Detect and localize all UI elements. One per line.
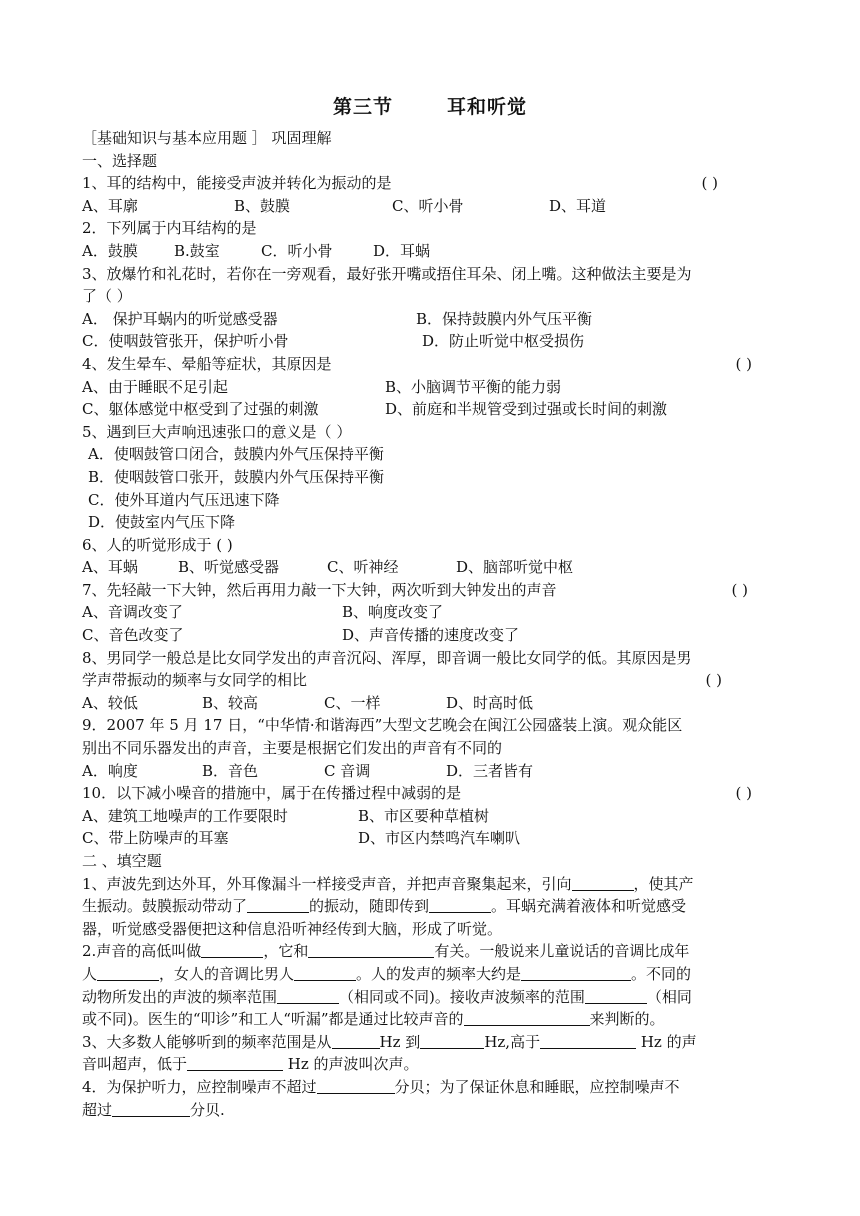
question-5: 5、遇到巨大声响迅速张口的意义是（ ） — [82, 422, 352, 441]
question-4-options-row2 — [82, 398, 782, 421]
answer-blank[interactable] — [572, 874, 634, 891]
option-c: C、听神经 — [327, 558, 399, 577]
option-c: C、一样 — [324, 693, 381, 712]
answer-paren: ( ) — [701, 174, 718, 193]
title-topic: 耳和听觉 — [447, 96, 528, 118]
option-b: B、较高 — [202, 693, 259, 712]
question-2: 2．下列属于内耳结构的是 — [82, 219, 257, 238]
question-10-options-row1 — [82, 805, 782, 828]
fill-text: 4．为保护听力，应控制噪声不超过 — [82, 1077, 317, 1096]
question-stem: 4、发生晕车、晕船等症状，其原因是 — [82, 354, 332, 373]
fill-text: 或不同)。医生的“叩诊”和工人“听漏”都是通过比较声音的 — [82, 1010, 464, 1029]
fill-3-line2 — [82, 1053, 782, 1076]
fill-text: 。耳蜗充满着液体和听觉感受 — [491, 897, 687, 916]
fill-2-line2 — [82, 963, 782, 986]
question-7-options-row1 — [82, 601, 782, 624]
question-8: 8、男同学一般总是比女同学发出的声音沉闷、浑厚，即音调一般比女同学的低。其原因是男 — [82, 648, 692, 667]
question-1 — [82, 172, 782, 195]
fill-text: 分贝；为了保证休息和睡眠，应控制噪声不 — [394, 1077, 680, 1096]
answer-paren: ( ) — [735, 354, 752, 373]
option-d: D、声音传播的速度改变了 — [342, 626, 520, 645]
option-d: D、时高时低 — [446, 693, 534, 712]
option-b: B．保持鼓膜内外气压平衡 — [416, 309, 593, 328]
option-b: B．音色 — [202, 761, 259, 780]
option-a: A、由于睡眠不足引起 — [82, 377, 228, 396]
option-b: B、响度改变了 — [342, 603, 444, 622]
answer-blank[interactable] — [317, 1077, 395, 1094]
fill-1-line3: 器，听觉感受器便把这种信息沿听神经传到大脑，形成了听觉。 — [82, 919, 503, 938]
option-d: D、前庭和半规管受到过强或长时间的刺激 — [385, 400, 668, 419]
fill-text: 来判断的。 — [589, 1010, 665, 1029]
fill-4-line2 — [82, 1099, 782, 1122]
fill-text: 3、大多数人能够听到的频率范围是从 — [82, 1032, 332, 1051]
option-a: A．使咽鼓管口闭合，鼓膜内外气压保持平衡 — [88, 445, 384, 464]
fill-text: Hz 的声 — [636, 1032, 697, 1051]
answer-blank[interactable] — [97, 964, 159, 981]
fill-text: （相同 — [646, 987, 692, 1006]
option-a: A． 保护耳蜗内的听觉感受器 — [82, 309, 278, 328]
answer-blank[interactable] — [332, 1032, 380, 1049]
option-c: C 音调 — [324, 761, 371, 780]
fill-text: 超过 — [82, 1100, 113, 1119]
answer-blank[interactable] — [187, 1054, 283, 1071]
option-a: A．响度 — [82, 761, 138, 780]
worksheet-content — [82, 127, 782, 1121]
question-6: 6、人的听觉形成于 ( ) — [82, 535, 233, 554]
option-d: D、耳道 — [549, 196, 607, 215]
option-d: D、市区内禁鸣汽车喇叭 — [358, 829, 521, 848]
question-4-options-row1 — [82, 376, 782, 399]
question-stem: 学声带振动的频率与女同学的相比 — [82, 671, 308, 690]
question-3-cont: 了（ ） — [82, 287, 132, 306]
option-c: C、听小骨 — [392, 196, 464, 215]
answer-blank[interactable] — [464, 1009, 590, 1026]
question-stem: 10．以下减小噪音的措施中，属于在传播过程中减弱的是 — [82, 784, 462, 803]
option-b: B．使咽鼓管口张开，鼓膜内外气压保持平衡 — [88, 467, 385, 486]
option-d: D．耳蜗 — [373, 241, 431, 260]
question-4 — [82, 353, 782, 376]
fill-text: 分贝. — [190, 1100, 225, 1119]
fill-3-line1 — [82, 1031, 782, 1054]
answer-paren: ( ) — [705, 671, 722, 690]
fill-text: 动物所发出的声波的频率范围 — [82, 987, 278, 1006]
question-9: 9．2007 年 5 月 17 日，“中华情·和谐海西”大型文艺晚会在闽江公园盛装上演。观众能区 — [82, 716, 683, 735]
answer-blank[interactable] — [247, 896, 309, 913]
option-a: A、耳蜗 — [82, 558, 138, 577]
option-a: A、较低 — [82, 693, 138, 712]
option-d: D．三者皆有 — [446, 761, 534, 780]
fill-text: Hz 的声波叫次声。 — [283, 1055, 419, 1074]
option-d: D、脑部听觉中枢 — [456, 558, 574, 577]
option-b: B.鼓室 — [174, 241, 220, 260]
answer-blank[interactable] — [585, 987, 647, 1004]
fill-text: 人 — [82, 964, 98, 983]
answer-blank[interactable] — [521, 964, 631, 981]
answer-blank[interactable] — [112, 1100, 190, 1117]
answer-blank[interactable] — [308, 941, 434, 958]
question-10-options-row2 — [82, 827, 782, 850]
answer-paren: ( ) — [735, 784, 752, 803]
fill-text: （相同或不同)。接收声波频率的范围 — [339, 987, 585, 1006]
option-b: B、市区要种草植树 — [358, 806, 490, 825]
option-a: A、音调改变了 — [82, 603, 183, 622]
option-d: D．使鼓室内气压下降 — [88, 513, 236, 532]
question-7-options-row2 — [82, 624, 782, 647]
option-c: C．使外耳道内气压迅速下降 — [88, 490, 280, 509]
question-3-options-row2 — [82, 330, 782, 353]
fill-text: 的振动，随即传到 — [309, 897, 430, 916]
answer-blank[interactable] — [201, 941, 263, 958]
option-c: C、带上防噪声的耳塞 — [82, 829, 229, 848]
option-d: D．防止听觉中枢受损伤 — [422, 332, 585, 351]
question-9-options — [82, 760, 782, 783]
page-title — [0, 92, 860, 119]
fill-2-line3 — [82, 986, 782, 1009]
question-9-cont: 别出不同乐器发出的声音，主要是根据它们发出的声音有不同的 — [82, 739, 503, 758]
answer-blank[interactable] — [294, 964, 356, 981]
fill-text: 2.声音的高低叫做 — [82, 942, 202, 961]
question-3: 3、放爆竹和礼花时，若你在一旁观看，最好张开嘴或捂住耳朵、闭上嘴。这种做法主要是为 — [82, 264, 692, 283]
option-b: B、鼓膜 — [234, 196, 291, 215]
question-1-options — [82, 195, 782, 218]
fill-2-line1 — [82, 940, 782, 963]
fill-text: 。不同的 — [631, 964, 692, 983]
question-6-options — [82, 556, 782, 579]
option-a: A．鼓膜 — [82, 241, 138, 260]
question-7 — [82, 579, 782, 602]
option-c: C、音色改变了 — [82, 626, 184, 645]
option-c: C．使咽鼓管张开，保护听小骨 — [82, 332, 289, 351]
question-8-options — [82, 692, 782, 715]
question-2-options — [82, 240, 782, 263]
fill-text: 音叫超声，低于 — [82, 1055, 188, 1074]
option-a: A、建筑工地噪声的工作要限时 — [82, 806, 288, 825]
option-b: B、听觉感受器 — [178, 558, 280, 577]
question-stem: 7、先轻敲一下大钟，然后再用力敲一下大钟，两次听到大钟发出的声音 — [82, 580, 557, 599]
answer-blank[interactable] — [540, 1032, 636, 1049]
fill-text: 。人的发声的频率大约是 — [356, 964, 522, 983]
option-a: A、耳廓 — [82, 196, 138, 215]
answer-paren: ( ) — [731, 580, 748, 599]
section-heading-fill: 二 、填空题 — [82, 852, 162, 870]
fill-1-line2 — [82, 895, 782, 918]
fill-4-line1 — [82, 1076, 782, 1099]
option-c: C、躯体感觉中枢受到了过强的刺激 — [82, 400, 319, 419]
fill-text: ，使其产 — [633, 874, 694, 893]
fill-text: 有关。一般说来儿童说话的音调比成年 — [434, 942, 690, 961]
subtitle: ［基础知识与基本应用题 ］ 巩固理解 — [82, 129, 332, 147]
question-stem: 1、耳的结构中，能接受声波并转化为振动的是 — [82, 174, 392, 193]
question-8-cont — [82, 669, 782, 692]
section-heading-choice: 一、选择题 — [82, 151, 158, 170]
answer-blank[interactable] — [277, 987, 339, 1004]
fill-text: ，它和 — [263, 942, 309, 961]
title-section: 第三节 — [332, 96, 393, 118]
fill-text: Hz 到 — [379, 1032, 421, 1051]
option-b: B、小脑调节平衡的能力弱 — [385, 377, 562, 396]
fill-2-line4 — [82, 1008, 782, 1031]
option-c: C．听小骨 — [261, 241, 333, 260]
answer-blank[interactable] — [429, 896, 491, 913]
fill-text: 生振动。鼓膜振动带动了 — [82, 897, 248, 916]
answer-blank[interactable] — [420, 1032, 484, 1049]
fill-text: ，女人的音调比男人 — [159, 964, 295, 983]
fill-text: 1、声波先到达外耳，外耳像漏斗一样接受声音，并把声音聚集起来，引向 — [82, 874, 572, 893]
fill-text: Hz,高于 — [484, 1032, 541, 1051]
question-10 — [82, 782, 782, 805]
question-3-options-row1 — [82, 308, 782, 331]
fill-1-line1 — [82, 873, 782, 896]
